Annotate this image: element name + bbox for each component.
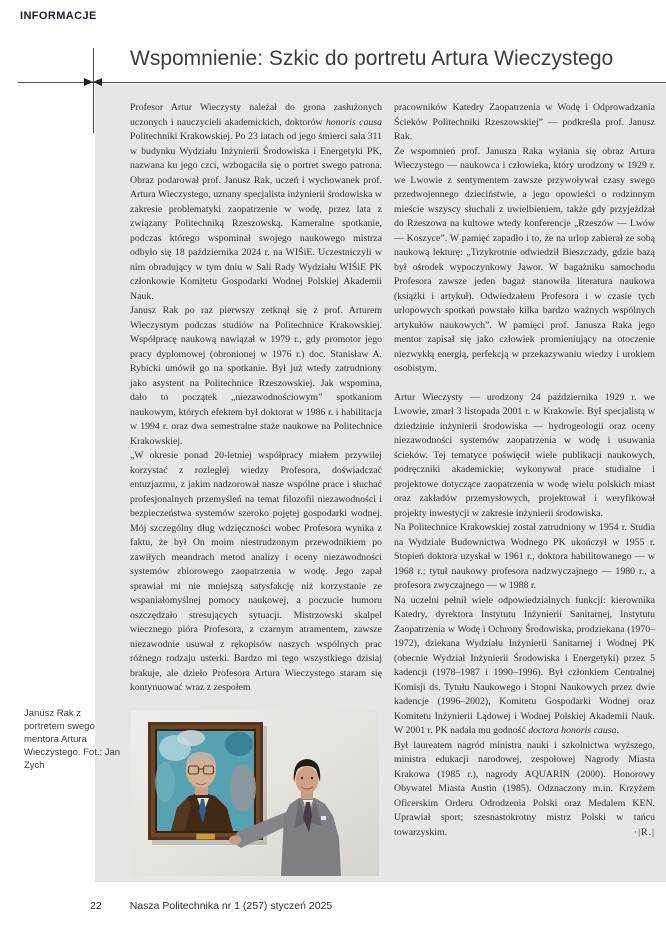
crop-mark-arrow-right-icon (84, 78, 93, 86)
body-text: Politechniki Krakowskiej. Po 23 latach od jego śmierci sala 311 w budynku Wydziału Inżynierii Środowiska i Energetyki PK, nazwana ku jego czci, wzbogaciła się o portret swego patrona. Obraz podarował prof. Janusz Rak, uczeń i wychowanek prof. Artura Wieczystego, uznany specjalista inżynierii środowiska w zakresie problematyki zaopatrzenie w wodę, przez lata z związany Politechniką Rzeszowską. Kameralne spotkanie, podczas którego wspominał swojego naukowego mistrza odbyło się 18 października 2024 r. na WIŚiE. Uczestniczyli w nim obradujący w tym dniu w Sali Rady Wydziału WIŚiE PK członkowie Komitetu Gospodarki Wodnej Polskiej Akademii Nauk. (130, 131, 382, 302)
page-number: 22 (90, 900, 102, 912)
article-end-mark: ·|R.| (633, 826, 655, 838)
crop-mark-horizontal-rule (18, 82, 666, 83)
italic-text: doctora honoris causa (528, 725, 617, 736)
crop-mark-arrow-left-icon (93, 78, 102, 86)
body-paragraph (394, 101, 655, 145)
body-column-2 (394, 101, 655, 840)
body-paragraph (130, 304, 382, 449)
body-paragraph (130, 101, 382, 304)
portrait-photo (131, 710, 379, 876)
body-text: Na Politechnice Krakowskiej został zatrudniony w 1954 r. Studia na Wydziale Budownictwa Wodnego PK ukończył w 1955 r. Stopień doktora uzyskał w 1961 r., doktora habilitowanego — w 1968 r.; tytuł naukowy profesora nadzwyczajnego — 1980 r., a profesora zwyczajnego — w 1988 r. (394, 522, 655, 591)
body-paragraph (394, 145, 655, 377)
body-paragraph (394, 521, 655, 594)
body-text: Profesor Artur Wieczysty należał do grona zasłużonych uczonych i nauczycieli akademickich, doktorów (130, 102, 382, 128)
body-text: Janusz Rak po raz pierwszy zetknął się z prof. Arturem Wieczystym podczas studiów na Politechnice Krakowskiej. Współpracę naukową nawiązał w 1979 r., gdy promotor jego pracy dyplomowej (obronionej w 1976 r.) doc. Stanisław A. Rybicki umówił go na spotkanie. Był już wtedy zatrudniony jako asystent na Politechnice Rzeszowskiej. Jak wspomina, dało to początek „niezawodnościowym” spotkaniom naukowym, których efektem był doktorat w 1986 r. i habilitacja w 1994 r. oraz dwa semestralne staże naukowe na Politechnice Krakowskiej. (130, 305, 382, 447)
body-text: Artur Wieczysty — urodzony 24 października 1929 r. we Lwowie, zmarł 3 listopada 2001 r. w Krakowie. Był specjalistą w dziedzinie inżynierii środowiska — hydrogeologii oraz oceny niezawodności systemów zaopatrzenia w wodę i usuwania ścieków. Tej tematyce poświęcił wiele publikacji naukowych, podręczniki akademickie; wykonywał prace studialne i projektowe dotyczące zaopatrzenia w wodę wielu polskich miast oraz zakładów przemysłowych, projektował i weryfikował projekty inwestycji w zakresie inżynierii środowiska. (394, 391, 655, 519)
body-text: „W okresie ponad 20-letniej współpracy miałem przywilej korzystać z rozległej wiedzy Profesora, doświadczać entuzjazmu, z jakim nadzorował nasze wspólne prace i słuchać profesjonalnych przemyśleń na temat filozofii niezawodności i bezpieczeństwa systemów szeroko pojętej gospodarki wodnej. Mój szczególny dług wdzięczności wobec Profesora wynika z faktu, że był On moim niestrudzonym przewodnikiem po zawiłych meandrach metod analizy i oceny niezawodności systemów zbiorowego zaopatrzenia w wodę. Jego zapał sprawiał mi nie mniejszą satysfakcję niż korzystanie ze wspaniałomyślnej pomocy naukowej, a poczucie humoru oszczędzało stresujących sytuacji. Mistrzowski skalpel wiecznego pióra Profesora, z czarnym atramentem, zawsze niezawodnie usuwał z rękopisów naszych wspólnych prac różnego rodzaju usterki. Bardzo mi tego wszystkiego dzisiaj brakuje, ale dzieło Profesora Artura Wieczystego staram się kontynuować wraz z zespołem (130, 450, 382, 693)
article-title: Wspomnienie: Szkic do portretu Artura Wieczystego (130, 47, 614, 70)
body-text: Na uczelni pełnił wiele odpowiedzialnych funkcji: kierownika Katedry, dyrektora Instytutu Inżynierii Sanitarnej, Instytutu Zaopatrzenia w Wodę i Ochrony Środowiska, prodziekana (1970–1972), dziekana Wydziału Inżynierii Sanitarnej i Wodnej PK (obecnie Wydział Inżynierii Środowiska i Energetyki) przez 5 kadencji (1978–1987 i 1990–1996). Był członkiem Centralnej Komisji ds. Tytułu Naukowego i Stopni Naukowych przez dwie kadencje (1996–2002), Komitetu Gospodarki Wodnej oraz Komitetu Inżynierii Lądowej i Wodnej Polskiej Akademii Nauk. W 2001 r. PK nadała mu godność (394, 594, 655, 736)
body-text: Ze wspomnień prof. Janusza Raka wyłania się obraz Artura Wieczystego — naukowca i człowieka, który urodzony w 1929 r. we Lwowie z sentymentem zawsze przywoływał czasy swego przedwojennego dzieciństwie, a jego opowieści o rodzinnym mieście wszyscy słuchali z uwielbieniem, także gdy przyjeżdżał do Rzeszowa na kultowe wtedy konferencje „Rzeszów — Lwów — Koszyce”. W pamięć zapadło i to, że na urlop zabierał ze sobą naukową lekturę: „Trzykrotnie odwiedził Bieszczady, gdzie bazą był ośrodek wypoczynkowy Jawor. W bagażniku samochodu Profesora zawsze jeden bagaż stanowiła literatura naukowa (książki i artykuł). Odwiedzałem Profesora i w czasie tych urlopowych spotkań powstało kilka bardzo ważnych wspólnych artykułów naukowych”. W pamięci prof. Janusza Raka jego mentor zapisał się jako człowiek promieniujący na otoczenie niezwykłą energią, perfekcją w przekazywaniu wiedzy i urokiem osobistym. (394, 145, 655, 374)
page-footer (90, 900, 332, 912)
body-paragraph (130, 449, 382, 696)
crop-mark-vertical-rule (93, 48, 94, 133)
issue-label: Nasza Politechnika nr 1 (257) styczeń 2025 (129, 900, 333, 912)
body-text: pracowników Katedry Zaopatrzenia w Wodę i Odprowadzania Ścieków Politechniki Rzeszowskiej” — podkreśla prof. Janusz Rak. (394, 102, 655, 142)
body-text: . (616, 725, 619, 736)
body-paragraph (394, 391, 655, 522)
section-kicker: INFORMACJE (20, 10, 97, 22)
body-text: Był laureatem nagród ministra nauki i szkolnictwa wyższego, ministra edukacji narodowej, zespołowej Nagrody Miasta Krakowa (1985 r.), nagrody AQUARIN (2000). Honorowy Obywatel Miasta Austin (1985). Odznaczony m.in. Krzyżem Oficerskim Orderu Odrodzenia Polski oraz Medalem KEN. Uprawiał sport; szesnastokrotny mistrz Polski w tańcu towarzyskim. (394, 739, 655, 838)
photo-caption: Janusz Rak z portretem swego mentora Artura Wieczystego. Fot.: Jan Zych (24, 708, 121, 771)
frame-plaque (196, 834, 215, 840)
portrait-photo-image (131, 710, 379, 876)
body-column-1 (130, 101, 382, 696)
italic-text: honoris causa (325, 116, 382, 128)
body-paragraph (394, 594, 655, 739)
body-paragraph (394, 739, 655, 841)
